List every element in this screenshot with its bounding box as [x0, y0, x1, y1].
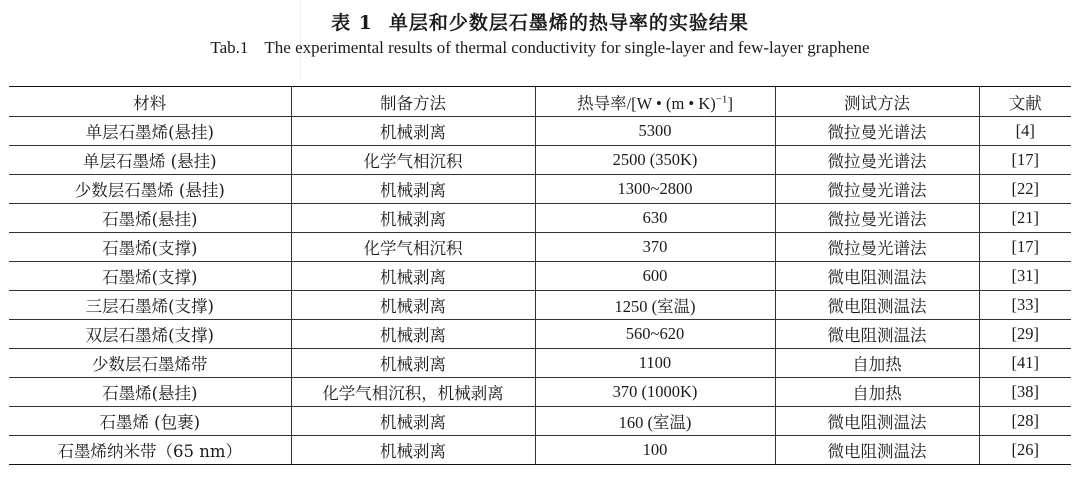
cell-conductivity: 160 (室温)	[535, 407, 775, 436]
cell-reference: [17]	[979, 146, 1071, 175]
cell-material: 三层石墨烯(支撑)	[9, 291, 291, 320]
cell-method: 化学气相沉积，机械剥离	[291, 378, 535, 407]
cell-conductivity: 600	[535, 262, 775, 291]
header-test-method: 测试方法	[775, 87, 979, 117]
cell-method: 化学气相沉积	[291, 233, 535, 262]
cell-method: 机械剥离	[291, 436, 535, 465]
cell-material: 双层石墨烯(支撑)	[9, 320, 291, 349]
cell-conductivity: 1100	[535, 349, 775, 378]
cell-test-method: 微电阻测温法	[775, 407, 979, 436]
table-number-zh: 表 1	[331, 12, 373, 34]
cell-material: 石墨烯(悬挂)	[9, 378, 291, 407]
cell-reference: [28]	[979, 407, 1071, 436]
header-conductivity	[535, 87, 775, 117]
header-method: 制备方法	[291, 87, 535, 117]
cell-material: 石墨烯(支撑)	[9, 262, 291, 291]
cell-method: 机械剥离	[291, 291, 535, 320]
cell-conductivity: 2500 (350K)	[535, 146, 775, 175]
cell-conductivity: 100	[535, 436, 775, 465]
table-title-zh: 单层和少数层石墨烯的热导率的实验结果	[388, 12, 749, 34]
cell-conductivity: 1250 (室温)	[535, 291, 775, 320]
cell-test-method: 微电阻测温法	[775, 436, 979, 465]
header-row	[9, 87, 1071, 117]
cell-material: 石墨烯(支撑)	[9, 233, 291, 262]
cell-reference: [31]	[979, 262, 1071, 291]
table-row	[9, 436, 1071, 465]
cell-material: 少数层石墨烯 (悬挂)	[9, 175, 291, 204]
results-table	[9, 86, 1071, 465]
table-row	[9, 349, 1071, 378]
cell-method: 化学气相沉积	[291, 146, 535, 175]
cell-test-method: 微拉曼光谱法	[775, 204, 979, 233]
cell-method: 机械剥离	[291, 262, 535, 291]
header-conductivity-close: ]	[727, 93, 733, 113]
table-number-en: Tab.1	[210, 38, 249, 57]
cell-conductivity: 5300	[535, 117, 775, 146]
table-body	[9, 117, 1071, 465]
table-row	[9, 262, 1071, 291]
header-conductivity-exponent: −1	[715, 93, 728, 105]
table-row	[9, 146, 1071, 175]
table-row	[9, 320, 1071, 349]
cell-conductivity: 370	[535, 233, 775, 262]
cell-reference: [4]	[979, 117, 1071, 146]
cell-method: 机械剥离	[291, 320, 535, 349]
cell-reference: [29]	[979, 320, 1071, 349]
header-conductivity-label: 热导率/[W • (m • K)	[577, 93, 716, 113]
cell-method: 机械剥离	[291, 117, 535, 146]
cell-material: 少数层石墨烯带	[9, 349, 291, 378]
cell-test-method: 微电阻测温法	[775, 262, 979, 291]
cell-reference: [26]	[979, 436, 1071, 465]
cell-conductivity: 370 (1000K)	[535, 378, 775, 407]
cell-method: 机械剥离	[291, 407, 535, 436]
table-title-en: The experimental results of thermal conductivity for single-layer and few-layer graphene	[264, 38, 870, 57]
table-caption-zh	[0, 8, 1080, 35]
table-row	[9, 291, 1071, 320]
cell-conductivity: 560~620	[535, 320, 775, 349]
cell-test-method: 微拉曼光谱法	[775, 175, 979, 204]
cell-material: 单层石墨烯 (悬挂)	[9, 146, 291, 175]
cell-material: 石墨烯纳米带（65 nm）	[9, 436, 291, 465]
cell-test-method: 微拉曼光谱法	[775, 117, 979, 146]
cell-test-method: 自加热	[775, 378, 979, 407]
cell-method: 机械剥离	[291, 349, 535, 378]
cell-test-method: 微拉曼光谱法	[775, 233, 979, 262]
table-row	[9, 117, 1071, 146]
header-reference: 文献	[979, 87, 1071, 117]
table-row	[9, 233, 1071, 262]
cell-material: 单层石墨烯(悬挂)	[9, 117, 291, 146]
table-row	[9, 175, 1071, 204]
cell-reference: [22]	[979, 175, 1071, 204]
table-row	[9, 204, 1071, 233]
cell-reference: [33]	[979, 291, 1071, 320]
cell-test-method: 自加热	[775, 349, 979, 378]
header-material: 材料	[9, 87, 291, 117]
cell-reference: [38]	[979, 378, 1071, 407]
cell-material: 石墨烯 (包裹)	[9, 407, 291, 436]
cell-reference: [17]	[979, 233, 1071, 262]
cell-conductivity: 630	[535, 204, 775, 233]
cell-conductivity: 1300~2800	[535, 175, 775, 204]
cell-test-method: 微电阻测温法	[775, 320, 979, 349]
table-caption-en	[0, 38, 1080, 58]
table-row	[9, 407, 1071, 436]
cell-method: 机械剥离	[291, 204, 535, 233]
cell-method: 机械剥离	[291, 175, 535, 204]
cell-reference: [41]	[979, 349, 1071, 378]
cell-material: 石墨烯(悬挂)	[9, 204, 291, 233]
cell-reference: [21]	[979, 204, 1071, 233]
cell-test-method: 微拉曼光谱法	[775, 146, 979, 175]
cell-test-method: 微电阻测温法	[775, 291, 979, 320]
table-row	[9, 378, 1071, 407]
